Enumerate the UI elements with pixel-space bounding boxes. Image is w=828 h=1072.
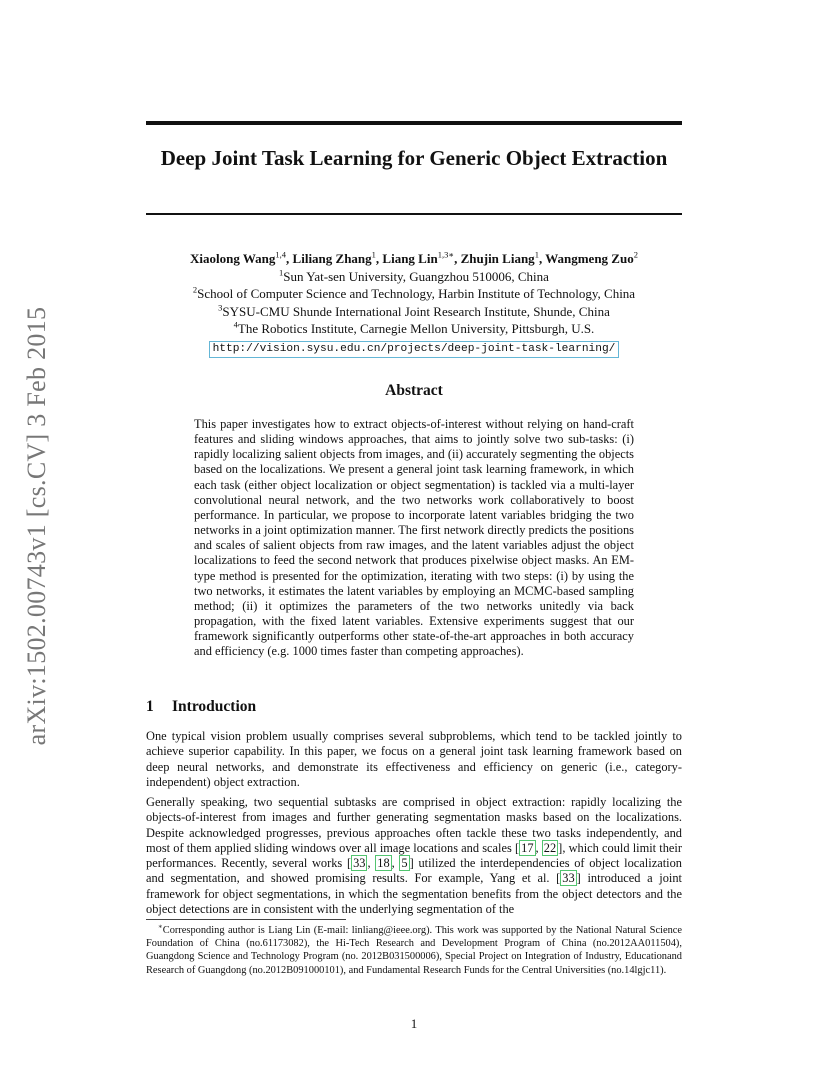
- section-number: 1: [146, 698, 154, 715]
- section-title: Introduction: [172, 698, 257, 715]
- title-top-rule: [146, 121, 682, 125]
- citation-link[interactable]: 33: [562, 871, 575, 886]
- author-affil-mark: 1: [534, 249, 539, 260]
- author-name: Xiaolong Wang: [190, 251, 276, 266]
- author-name: Wangmeng Zuo: [545, 251, 634, 266]
- author-affil-mark: 1,4: [275, 249, 287, 260]
- affil-mark: 4: [233, 319, 238, 330]
- project-url-link[interactable]: http://vision.sysu.edu.cn/projects/deep-joint-task-learning/: [209, 341, 620, 358]
- page-number: 1: [410, 1016, 418, 1031]
- author-name: Liang Lin: [382, 251, 438, 266]
- author-affil-mark: 1: [371, 249, 376, 260]
- author-name: Zhujin Liang: [460, 251, 535, 266]
- affil-mark: 3: [218, 302, 223, 313]
- corresponding-author-mark: ∗: [448, 249, 455, 260]
- citation-link[interactable]: 17: [521, 840, 534, 855]
- author-affil-mark: 2: [633, 249, 638, 260]
- section-heading: [146, 698, 256, 716]
- author-list: Xiaolong Wang$^{1,4}$, Liliang Zhang$^1$, Liang Lin$^{1,3∗}$, Zhujin Liang$^1$, Wangmeng Zuo$^2$: [190, 249, 638, 266]
- citation-link[interactable]: 18: [377, 856, 390, 871]
- affiliation-line: [100, 320, 728, 338]
- affiliation-line: [100, 285, 728, 303]
- footnote-rule: [146, 919, 346, 920]
- arxiv-side-stamp: arXiv:1502.00743v1 [cs.CV] 3 Feb 2015: [22, 306, 51, 746]
- author-block: [100, 250, 728, 358]
- citation-link[interactable]: 33: [353, 856, 366, 871]
- paragraph-text: introduced a joint framework for object segmentations, in which the segmentation benefits from the object detectors and the object detections are in consistent with the underlying segmentation of the: [146, 871, 682, 917]
- affiliation-line: [100, 268, 728, 286]
- abstract-body: This paper investigates how to extract objects-of-interest without relying on hand-craft features and sliding windows approaches, that aims to jointly solve two sub-tasks: (i) rapidly localizing salient objects from images, and (ii) accurately segmenting the objects based on the localizations. We present a general joint task learning framework, in which each task (either object localization or object segmentation) is tackled via a multi-layer convolutional neural network, and the two networks work collaboratively to boost performance. In particular, we propose to incorporate latent variables bridging the two networks in a joint optimization manner. The first network directly predicts the positions and scales of salient objects from raw images, and the latent variables adjust the object localizations to feed the second network that produces pixelwise object masks. An EM-type method is presented for the optimization, iterating with two steps: (i) by using the two networks, it estimates the latent variables by employing an MCMC-based sampling method; (ii) it optimizes the parameters of the two networks unitedly via back propagation, with the fixed latent variables. Extensive experiments suggest that our framework significantly outperforms other state-of-the-art approaches in both accuracy and efficiency (e.g. 1000 times faster than competing approaches).: [194, 417, 634, 659]
- citation-link[interactable]: 22: [543, 840, 557, 855]
- affil-mark: 2: [192, 284, 198, 295]
- paragraph-text: , which could limit their performances. Recently, several works: [146, 840, 682, 871]
- footnote-text: Corresponding author is Liang Lin (E-mail: linliang@ieee.org). This work was supported by the National Natural Science Foundation of China (no.61173082), the Hi-Tech Research and Development Program of China (no.2012AA011504), Guangdong Science and Technology Program (no. 2012B031500006), Special Project on Integration of Industry, Educationand Research of Guangdong (no.2012B091000101), and Fundamental Research Funds for the Central Universities (no.14lgjc11).: [146, 925, 682, 976]
- affiliation-text: SYSU-CMU Shunde International Joint Research Institute, Shunde, China: [222, 303, 610, 319]
- title-bottom-rule: [146, 213, 682, 215]
- footnote-mark: ∗: [158, 922, 163, 931]
- affiliation-text: Sun Yat-sen University, Guangzhou 510006, China: [283, 268, 549, 284]
- paragraph-text: utilized the interdependencies of object localization and segmentation, and showed promising results. For example, Yang et al.: [146, 856, 682, 886]
- paragraph-text: Generally speaking, two sequential subtasks are comprised in object extraction: rapidly localizing the objects-of-interest from images and further generating segmentation masks based on the localizations. Despite acknowledged progresses, previous approaches often tackle these two tasks independently, and most of them applied sliding windows over all image locations and scales: [146, 795, 682, 855]
- intro-paragraph-1: One typical vision problem usually comprises several subproblems, which tend to be tackled jointly to achieve superior capability. In this paper, we focus on a general joint task learning framework based on deep neural networks, and demonstrate its effectiveness and efficiency on generic (i.e., category-independent) object extraction.: [146, 729, 682, 789]
- author-name: Liliang Zhang: [292, 251, 372, 266]
- abstract-heading: Abstract: [385, 382, 443, 399]
- footnote: [146, 924, 682, 977]
- intro-paragraph-2: Generally speaking, two sequential subtasks are comprised in object extraction: rapidly localizing the objects-of-interest from images and further generating segmentation masks based on the localizations. Despite acknowledged progresses, previous approaches often tackle these two tasks independently, and most of them applied sliding windows over all image locations and scales [ 17 , 22 ], which could limit their performances. Recently, several works [ 33 , 18 , 5 ] utilized the interdependencies of object localization and segmentation, and showed promising results. For example, Yang et al. [ 33 ] introduced a joint framework for object segmentations, in which the segmentation benefits from the object detectors and the object detections are in consistent with the underlying segmentation of the: [146, 795, 682, 917]
- paper-title: Deep Joint Task Learning for Generic Object Extraction: [160, 146, 668, 170]
- affiliation-text: The Robotics Institute, Carnegie Mellon University, Pittsburgh, U.S.: [237, 321, 595, 336]
- affil-mark: 1: [279, 267, 284, 278]
- citation-link[interactable]: 5: [401, 856, 408, 871]
- affiliation-line: [100, 303, 728, 321]
- author-affil-mark: 1,3: [437, 249, 449, 260]
- affiliation-text: School of Computer Science and Technology, Harbin Institute of Technology, China: [197, 286, 636, 301]
